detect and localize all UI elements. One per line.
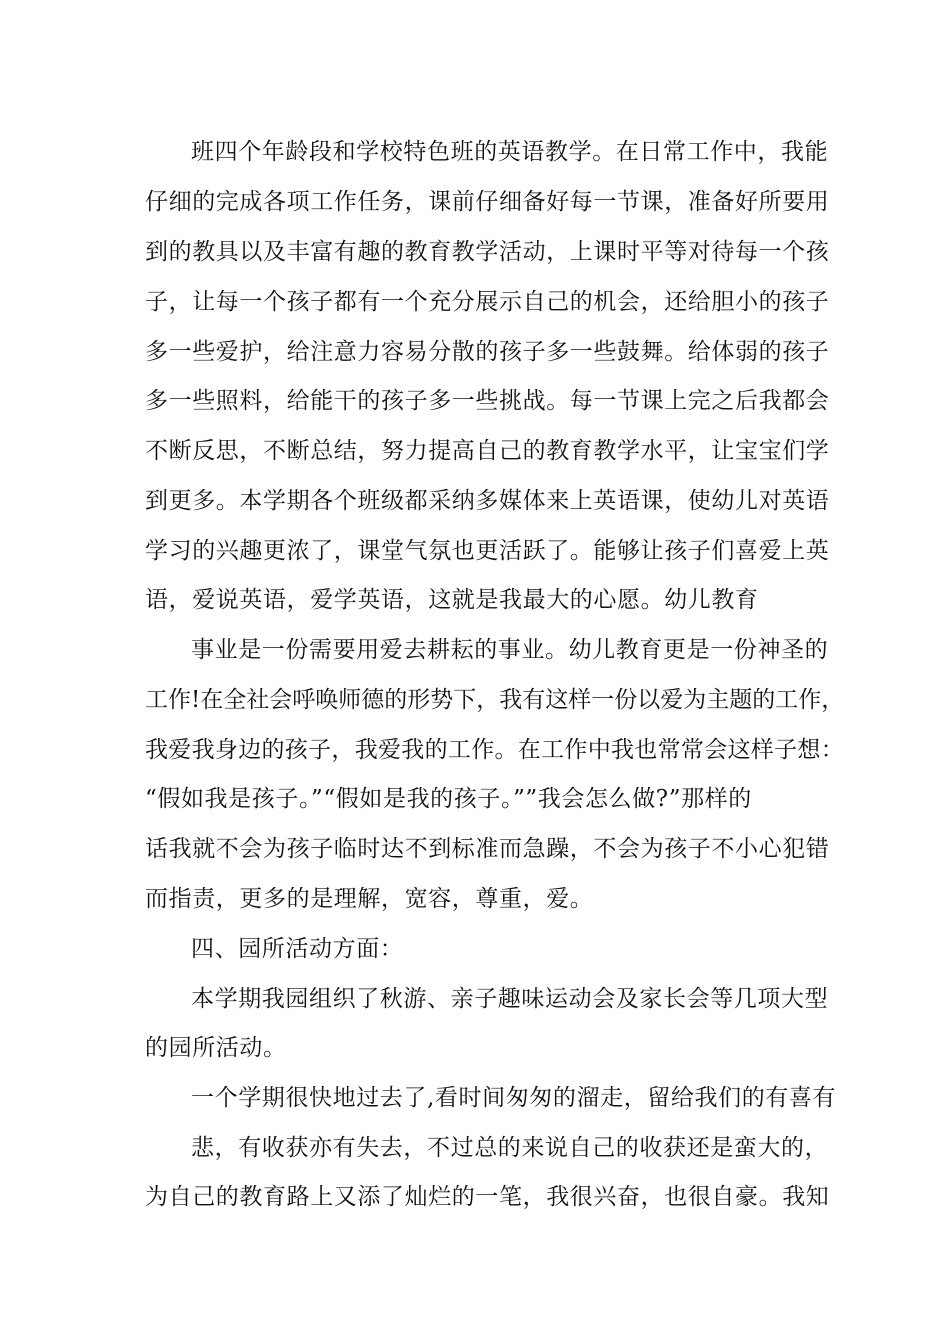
text-line: 本学期我园组织了秋游、亲子趣味运动会及家长会等几项大型 [191,986,829,1012]
text-line: 语，爱说英语，爱学英语，这就是我最大的心愿。幼儿教育 [145,587,759,613]
text-line: 多一些照料，给能干的孩子多一些挑战。每一节课上完之后我都会 [145,388,830,414]
text-line: 而指责，更多的是理解，宽容，尊重，爱。 [145,886,594,912]
text-line: 我爱我身边的孩子，我爱我的工作。在工作中我也常常会这样子想： [145,737,844,763]
text-line: 悲，有收获亦有失去，不过总的来说自己的收获还是蛮大的， [191,1135,829,1161]
text-line: 的园所活动。 [145,1035,287,1061]
text-line: 不断反思，不断总结，努力提高自己的教育教学水平，让宝宝们学 [145,438,830,464]
text-line: 一个学期很快地过去了,看时间匆匆的溜走，留给我们的有喜有 [191,1085,837,1111]
text-line: 到的教具以及丰富有趣的教育教学活动，上课时平等对待每一个孩 [145,239,830,265]
text-line: 工作!在全社会呼唤师德的形势下，我有这样一份以爱为主题的工作， [145,687,845,713]
text-line: 事业是一份需要用爱去耕耘的事业。幼儿教育更是一份神圣的 [191,637,829,663]
text-line: 子，让每一个孩子都有一个充分展示自己的机会，还给胆小的孩子 [145,289,830,315]
text-line: 为自己的教育路上又添了灿烂的一笔，我很兴奋，也很自豪。我知 [145,1184,830,1210]
text-line: 班四个年龄段和学校特色班的英语教学。在日常工作中，我能 [191,139,829,165]
section-heading: 四、园所活动方面： [191,936,404,962]
text-line: 学习的兴趣更浓了，课堂气氛也更活跃了。能够让孩子们喜爱上英 [145,538,830,564]
text-line: “假如我是孩子。”“假如是我的孩子。””我会怎么做?”那样的 [145,786,752,812]
text-line: 仔细的完成各项工作任务，课前仔细备好每一节课，准备好所要用 [145,189,830,215]
text-line: 话我就不会为孩子临时达不到标准而急躁，不会为孩子不小心犯错 [145,836,830,862]
text-line: 到更多。本学期各个班级都采纳多媒体来上英语课，使幼儿对英语 [145,488,830,514]
text-line: 多一些爱护，给注意力容易分散的孩子多一些鼓舞。给体弱的孩子 [145,339,830,365]
